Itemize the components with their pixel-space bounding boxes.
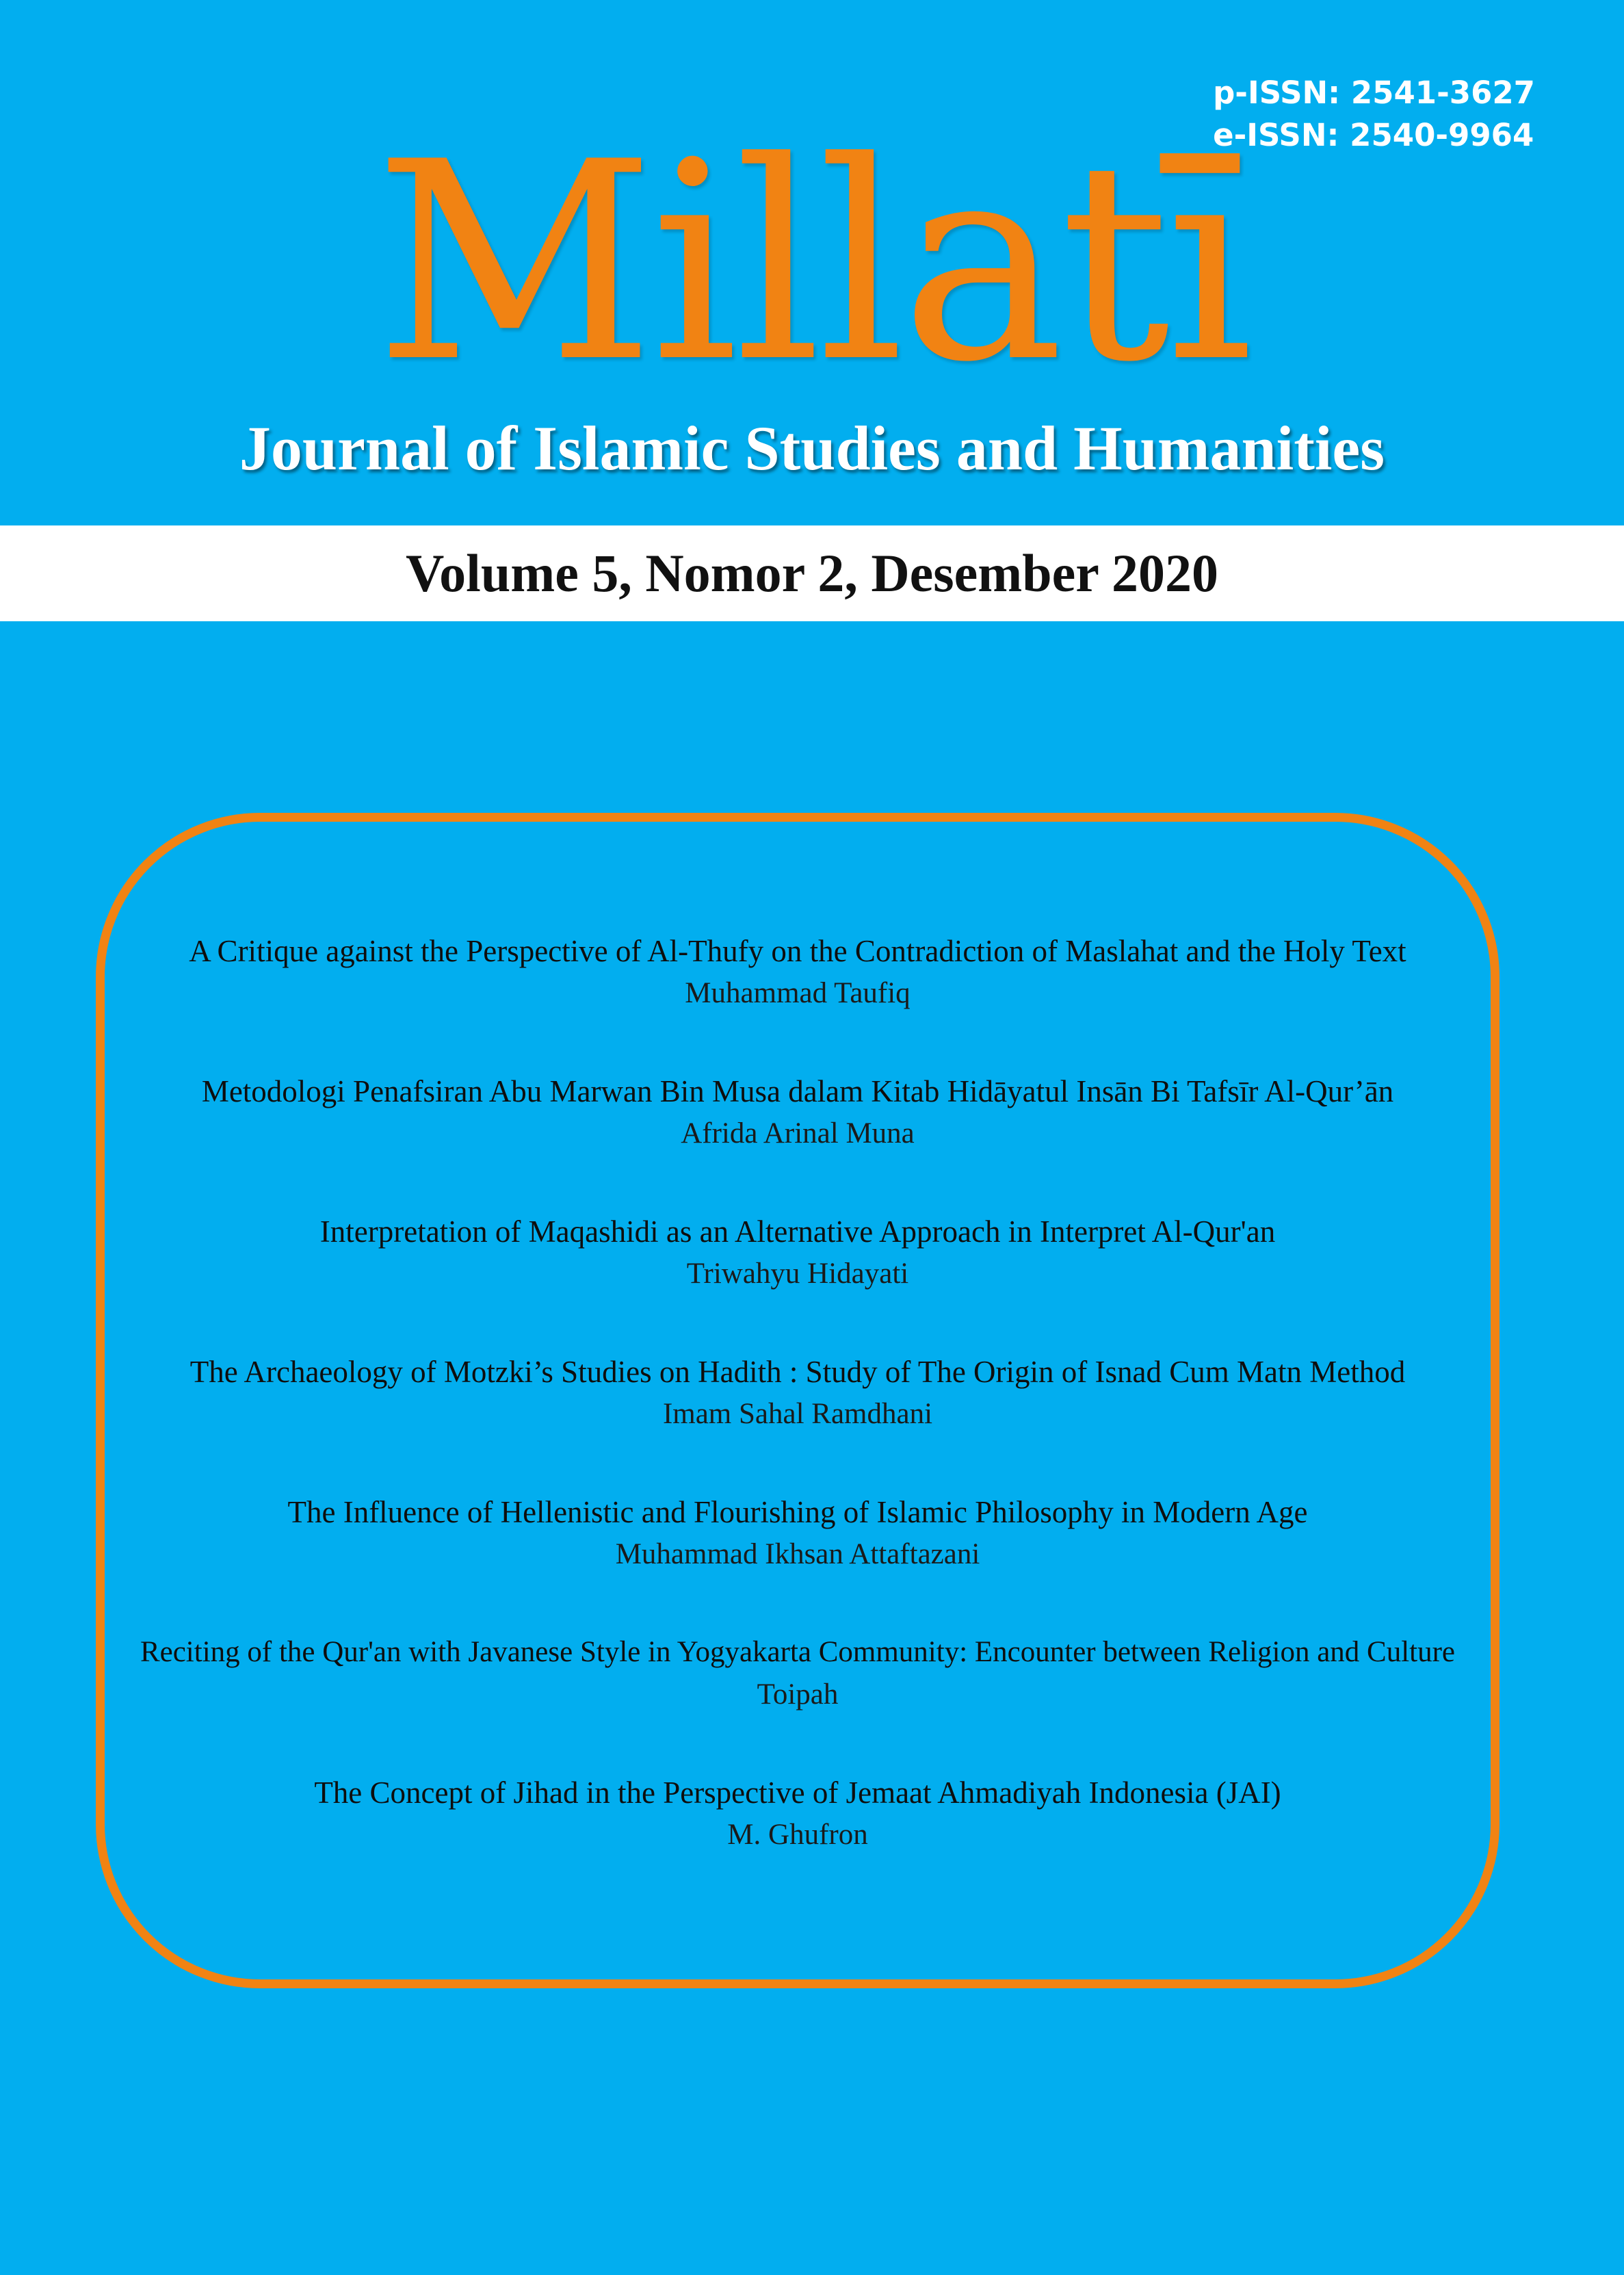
- table-of-contents: [96, 929, 1499, 1911]
- article-entry: [96, 1630, 1499, 1771]
- journal-title: Millatī: [374, 104, 1250, 422]
- article-author: Muhammad Ikhsan Attaftazani: [615, 1538, 980, 1570]
- electronic-issn: e-ISSN: 2540-9964: [1213, 117, 1534, 153]
- article-entry: [96, 1771, 1499, 1911]
- print-issn: p-ISSN: 2541-3627: [1213, 75, 1535, 111]
- article-entry: [96, 1210, 1499, 1350]
- article-title: Metodologi Penafsiran Abu Marwan Bin Musa dalam Kitab Hidāyatul Insān Bi Tafsīr Al-Qur’ān: [201, 1074, 1394, 1108]
- article-title: Interpretation of Maqashidi as an Alternative Approach in Interpret Al-Qur'an: [319, 1214, 1276, 1249]
- article-title: A Critique against the Perspective of Al-Thufy on the Contradiction of Maslahat and the Holy Text: [189, 934, 1406, 968]
- article-entry: [96, 1490, 1499, 1630]
- article-author: Muhammad Taufiq: [685, 977, 911, 1009]
- article-entry: [96, 1350, 1499, 1490]
- article-author: Toipah: [757, 1678, 839, 1711]
- article-title: Reciting of the Qur'an with Javanese Style in Yogyakarta Community: Encounter between Religion and Culture: [140, 1636, 1456, 1668]
- article-author: M. Ghufron: [727, 1819, 868, 1851]
- article-author: Imam Sahal Ramdhani: [662, 1398, 933, 1430]
- journal-subtitle: Journal of Islamic Studies and Humanities: [239, 413, 1385, 483]
- article-title: The Archaeology of Motzki’s Studies on Hadith : Study of The Origin of Isnad Cum Matn Method: [189, 1355, 1406, 1389]
- article-author: Afrida Arinal Muna: [681, 1117, 915, 1149]
- article-title: The Influence of Hellenistic and Flourishing of Islamic Philosophy in Modern Age: [287, 1495, 1308, 1529]
- article-title: The Concept of Jihad in the Perspective of Jemaat Ahmadiyah Indonesia (JAI): [314, 1776, 1281, 1810]
- article-entry: [96, 1069, 1499, 1210]
- article-author: Triwahyu Hidayati: [686, 1258, 909, 1290]
- article-entry: [96, 929, 1499, 1069]
- issue-label: Volume 5, Nomor 2, Desember 2020: [406, 543, 1218, 603]
- issue-band: [0, 525, 1624, 621]
